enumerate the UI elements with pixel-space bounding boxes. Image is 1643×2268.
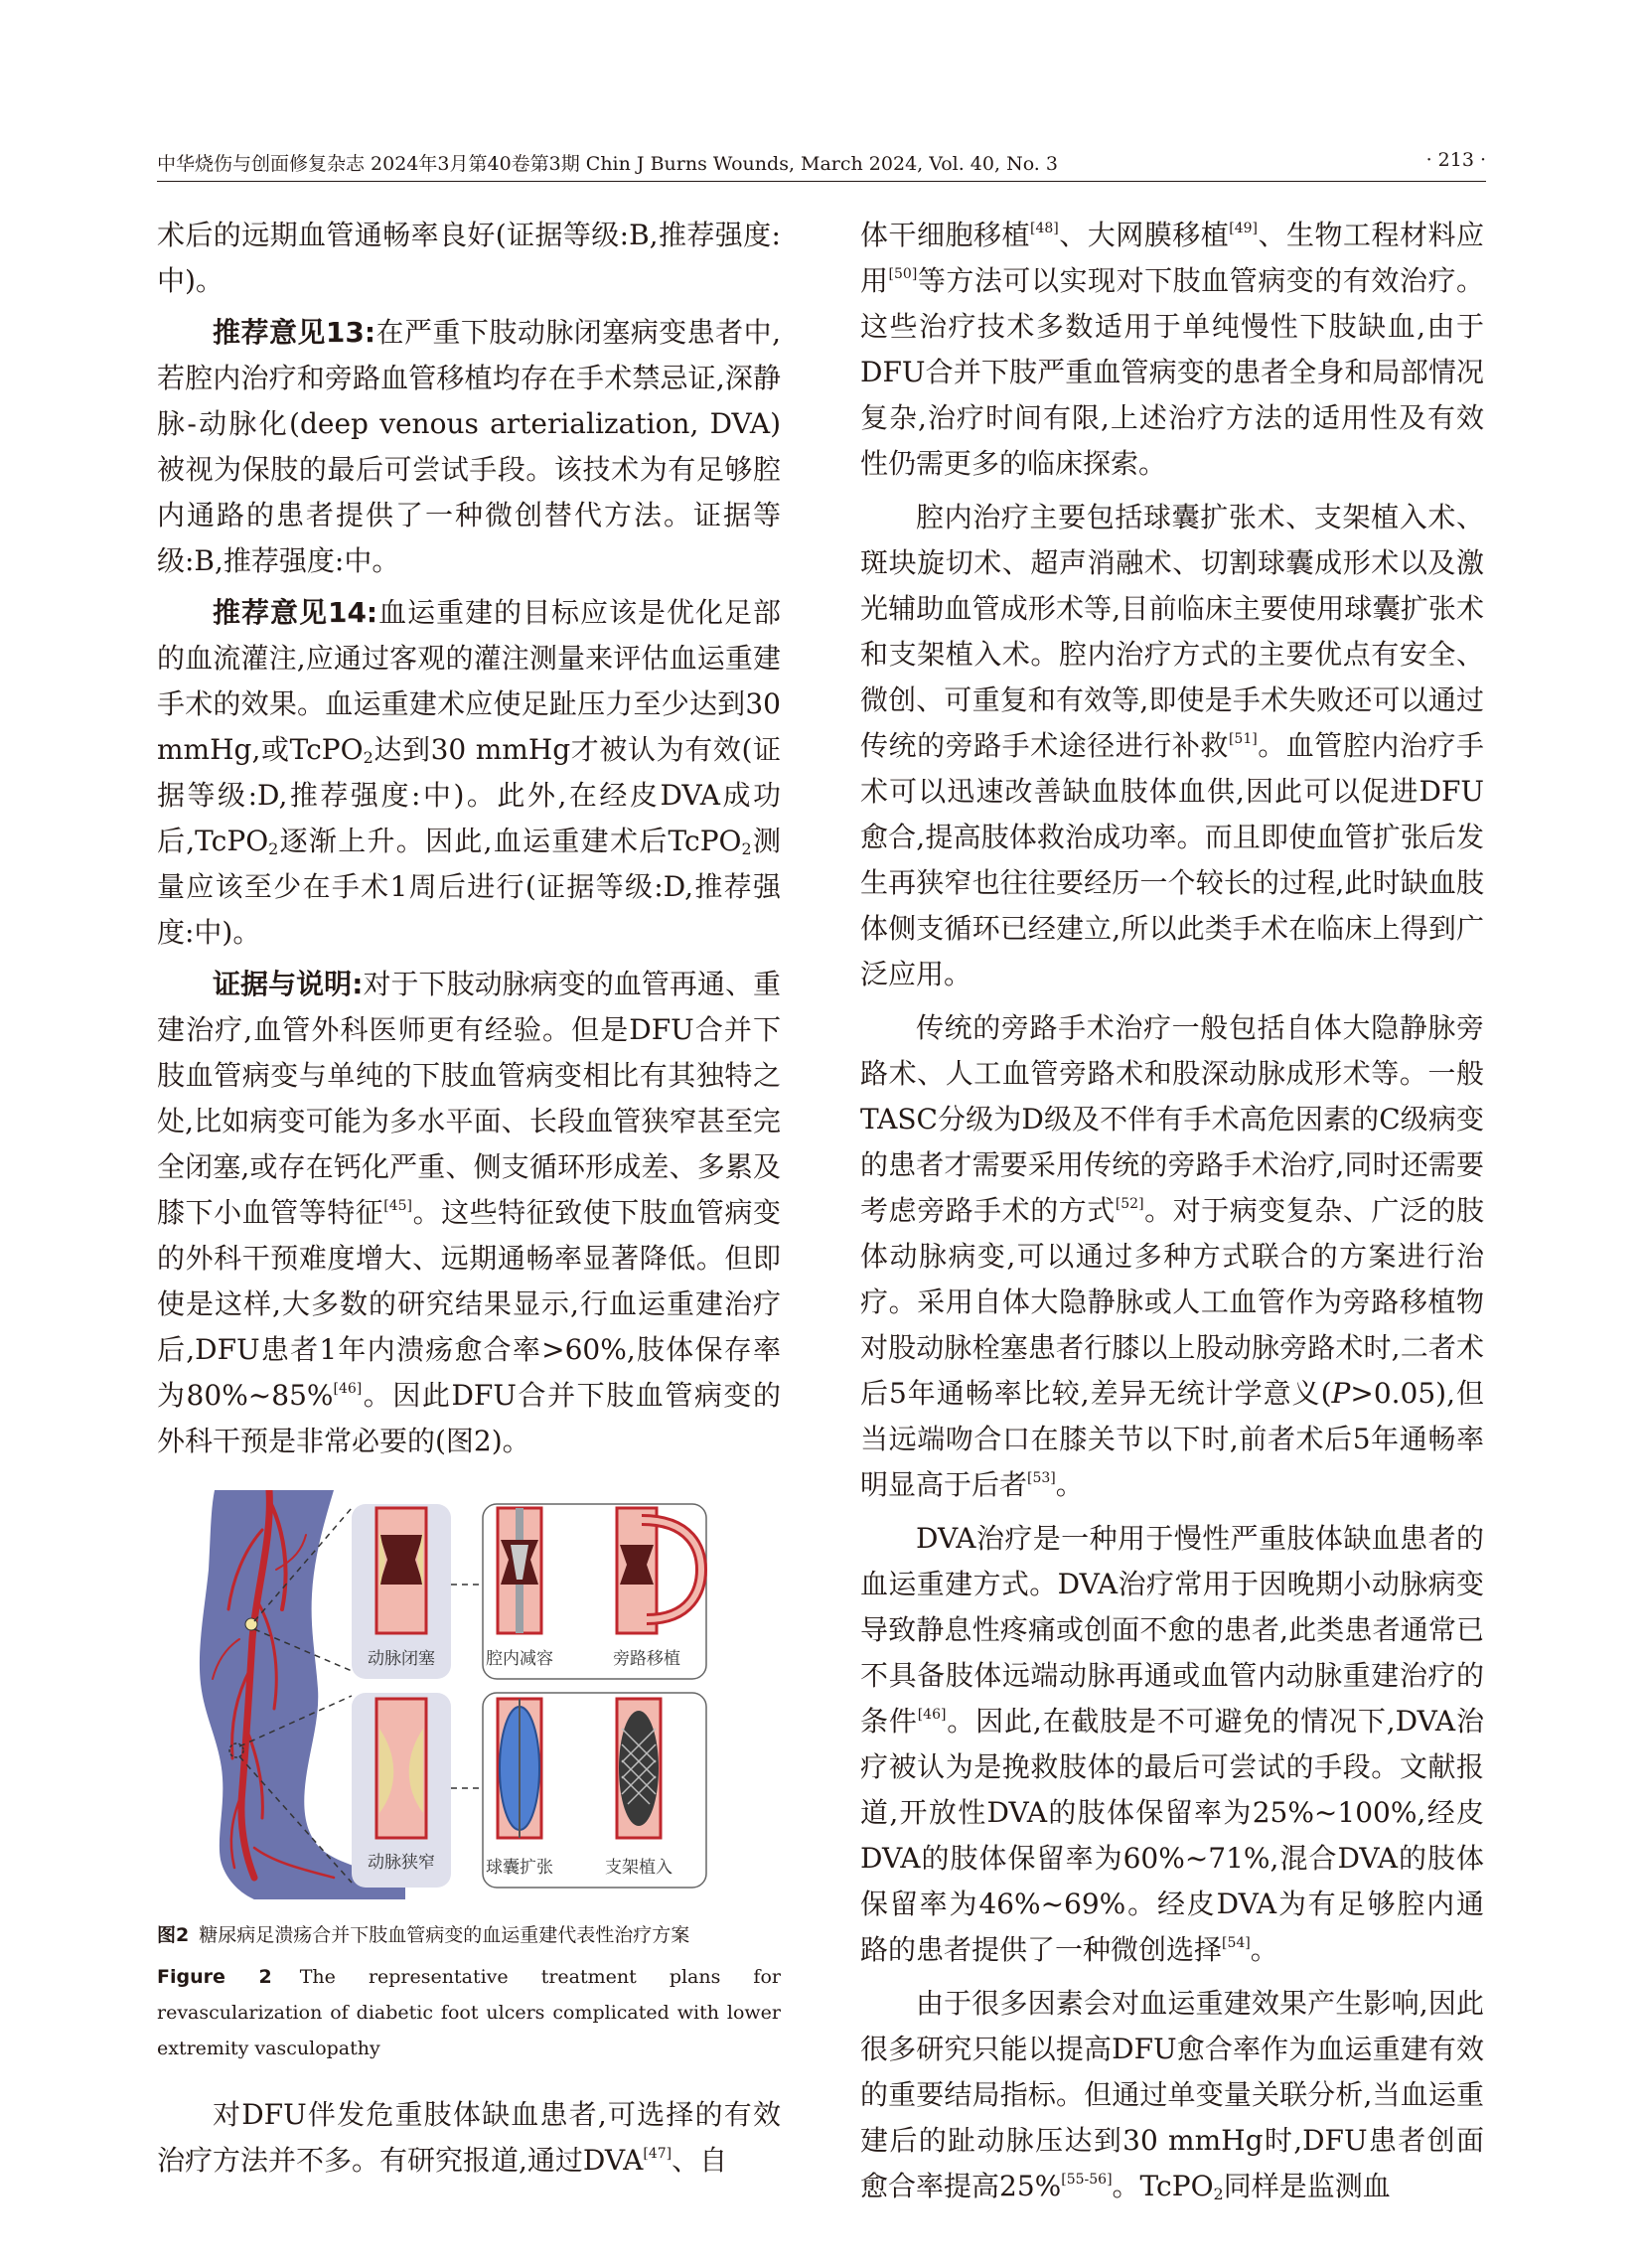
- text: 传统的旁路手术治疗一般包括自体大隐静脉旁路术、人工血管旁路术和股深动脉成形术等。一般TASC分级为D级及不伴有手术高危因素的C级病变的患者才需要采用传统的旁路手术治疗,同时还需要考虑旁路手术的方式: [860, 1011, 1484, 1227]
- italic-p: P: [1331, 1377, 1351, 1410]
- figure-2-illustration: [195, 1490, 776, 1899]
- text: 术后的远期血管通畅率良好(证据等级:B,推荐强度:中)。: [157, 219, 781, 297]
- text: 血运重建的目标应该是优化足部的血流灌注,应通过客观的灌注测量来评估血运重建手术的效果。血运重建术应使足趾压力至少达到30 mmHg,或TcPO: [157, 596, 781, 766]
- text: 体干细胞移植: [860, 219, 1030, 251]
- caption-text: The representative treatment plans for revascularization of diabetic foot ulcers complicated with lower extremity vasculopathy: [157, 1966, 781, 2059]
- evidence-label: 证据与说明:: [213, 968, 364, 1000]
- citation[interactable]: [46]: [917, 1707, 947, 1723]
- text: 。对于病变复杂、广泛的肢体动脉病变,可以通过多种方式联合的方案进行治疗。采用自体大隐静脉或人工血管作为旁路移植物对股动脉栓塞患者行膝以上股动脉旁路术时,二者术后5年通畅率比较,差异无统计学意义(: [860, 1194, 1484, 1410]
- recommendation-13: [157, 310, 781, 584]
- text: >0.05),但当远端吻合口在膝关节以下时,前者术后5年通畅率明显高于后者: [860, 1377, 1484, 1501]
- citation[interactable]: [50]: [888, 266, 918, 282]
- label-bypass: 旁路移植: [613, 1649, 680, 1669]
- label-endo: 腔内减容: [486, 1649, 553, 1669]
- recommendation-14: [157, 590, 781, 956]
- citation[interactable]: [55-56]: [1061, 2172, 1113, 2188]
- text: 对DFU伴发危重肢体缺血患者,可选择的有效治疗方法并不多。有研究报道,通过DVA: [157, 2098, 781, 2177]
- page-number: · 213 ·: [1425, 149, 1486, 171]
- paragraph: [860, 213, 1484, 487]
- citation[interactable]: [53]: [1027, 1470, 1056, 1486]
- evidence-paragraph: [157, 962, 781, 1464]
- citation[interactable]: [52]: [1115, 1196, 1144, 1212]
- subscript: 2: [1213, 2185, 1224, 2203]
- text: 。血管腔内治疗手术可以迅速改善缺血肢体血供,因此可以促进DFU愈合,提高肢体救治成功率。而且即使血管扩张后发生再狭窄也往往要经历一个较长的过程,此时缺血肢体侧支循环已经建立,所以此类手术在临床上得到广泛应用。: [860, 729, 1484, 990]
- label-occlusion: 动脉闭塞: [368, 1649, 435, 1669]
- citation[interactable]: [49]: [1229, 221, 1258, 236]
- text: DVA治疗是一种用于慢性严重肢体缺血患者的血运重建方式。DVA治疗常用于因晚期小动脉病变导致静息性疼痛或创面不愈的患者,此类患者通常已不具备肢体远端动脉再通或血管内动脉重建治疗的条件: [860, 1522, 1484, 1738]
- paragraph: [157, 2092, 781, 2184]
- right-column: [860, 213, 1484, 2209]
- paragraph: [860, 495, 1484, 997]
- running-header: [157, 141, 1486, 182]
- paragraph: [157, 213, 781, 304]
- text: 在严重下肢动脉闭塞病变患者中,若腔内治疗和旁路血管移植均存在手术禁忌证,深静脉-动脉化(deep venous arterialization, DVA)被视为保肢的最后可尝试手段。该技术为有足够腔内通路的患者提供了一种微创替代方法。证据等级:B,推荐强度:中。: [157, 316, 781, 577]
- text: 腔内治疗主要包括球囊扩张术、支架植入术、斑块旋切术、超声消融术、切割球囊成形术以及激光辅助血管成形术等,目前临床主要使用球囊扩张术和支架植入术。腔内治疗方式的主要优点有安全、微创、可重复和有效等,即使是手术失败还可以通过传统的旁路手术途径进行补救: [860, 501, 1484, 762]
- journal-header: 中华烧伤与创面修复杂志 2024年3月第40卷第3期 Chin J Burns Wounds, March 2024, Vol. 40, No. 3: [157, 153, 1058, 175]
- citation[interactable]: [48]: [1030, 221, 1059, 236]
- recommendation-label: 推荐意见14:: [213, 596, 378, 629]
- text: 逐渐上升。因此,血运重建术后TcPO: [278, 825, 742, 857]
- figure-label-cn: 图2: [157, 1924, 190, 1946]
- citation[interactable]: [45]: [383, 1198, 413, 1214]
- text: 。: [1055, 1468, 1084, 1501]
- citation[interactable]: [47]: [643, 2146, 672, 2162]
- paragraph: [860, 1005, 1484, 1508]
- text: 、自: [672, 2144, 728, 2177]
- paragraph: [860, 1981, 1484, 2209]
- text: 。这些特征致使下肢血管病变的外科干预难度增大、远期通畅率显著降低。但即使是这样,大多数的研究结果显示,行血运重建治疗后,DFU患者1年内溃疡愈合率>60%,肢体保存率为80%~85%: [157, 1196, 781, 1412]
- citation[interactable]: [46]: [333, 1381, 363, 1397]
- subscript: 2: [741, 839, 752, 858]
- text: 达到30 mmHg才被认为有效(证据等级:D,推荐强度:中)。此外,在经皮DVA成功后,TcPO: [157, 733, 782, 857]
- label-balloon: 球囊扩张: [486, 1858, 553, 1878]
- figure-caption-en: [157, 1959, 781, 2066]
- text: 测量应该至少在手术1周后进行(证据等级:D,推荐强度:中)。: [157, 825, 781, 949]
- figure-2: [157, 1490, 781, 2066]
- figure-label-en: Figure 2: [157, 1966, 272, 1988]
- text: 、大网膜移植: [1058, 219, 1230, 251]
- caption-text: 糖尿病足溃疡合并下肢血管病变的血运重建代表性治疗方案: [199, 1924, 690, 1946]
- subscript: 2: [268, 839, 279, 858]
- text: 。: [1250, 1933, 1278, 1966]
- recommendation-label: 推荐意见13:: [213, 316, 376, 349]
- text: 。因此DFU合并下肢血管病变的外科干预是非常必要的(图2)。: [157, 1379, 781, 1457]
- citation[interactable]: [51]: [1228, 731, 1258, 747]
- label-stenosis: 动脉狭窄: [368, 1853, 435, 1873]
- figure-caption-cn: [157, 1917, 781, 1953]
- text: 对于下肢动脉病变的血管再通、重建治疗,血管外科医师更有经验。但是DFU合并下肢血管病变与单纯的下肢血管病变相比有其独特之处,比如病变可能为多水平面、长段血管狭窄甚至完全闭塞,或存在钙化严重、侧支循环形成差、多累及膝下小血管等特征: [157, 968, 781, 1229]
- subscript: 2: [363, 748, 373, 767]
- text: 同样是监测血: [1223, 2170, 1391, 2202]
- citation[interactable]: [54]: [1222, 1935, 1251, 1951]
- text: 由于很多因素会对血运重建效果产生影响,因此很多研究只能以提高DFU愈合率作为血运重建有效的重要结局指标。但通过单变量关联分析,当血运重建后的趾动脉压达到30 mmHg时,DFU患者创面愈合率提高25%: [860, 1987, 1484, 2202]
- paragraph: [860, 1516, 1484, 1973]
- text: 。因此,在截肢是不可避免的情况下,DVA治疗被认为是挽救肢体的最后可尝试的手段。文献报道,开放性DVA的肢体保留率为25%~100%,经皮DVA的肢体保留率为60%~71%,混合DVA的肢体保留率为46%~69%。经皮DVA为有足够腔内通路的患者提供了一种微创选择: [860, 1705, 1484, 1966]
- text: 、生物工程材料应用: [860, 219, 1484, 297]
- label-stent: 支架植入: [605, 1858, 672, 1878]
- text: 。TcPO: [1112, 2170, 1214, 2202]
- text: 等方法可以实现对下肢血管病变的有效治疗。这些治疗技术多数适用于单纯慢性下肢缺血,由于DFU合并下肢严重血管病变的患者全身和局部情况复杂,治疗时间有限,上述治疗方法的适用性及有效性仍需更多的临床探索。: [860, 264, 1484, 480]
- left-column: [157, 213, 781, 2184]
